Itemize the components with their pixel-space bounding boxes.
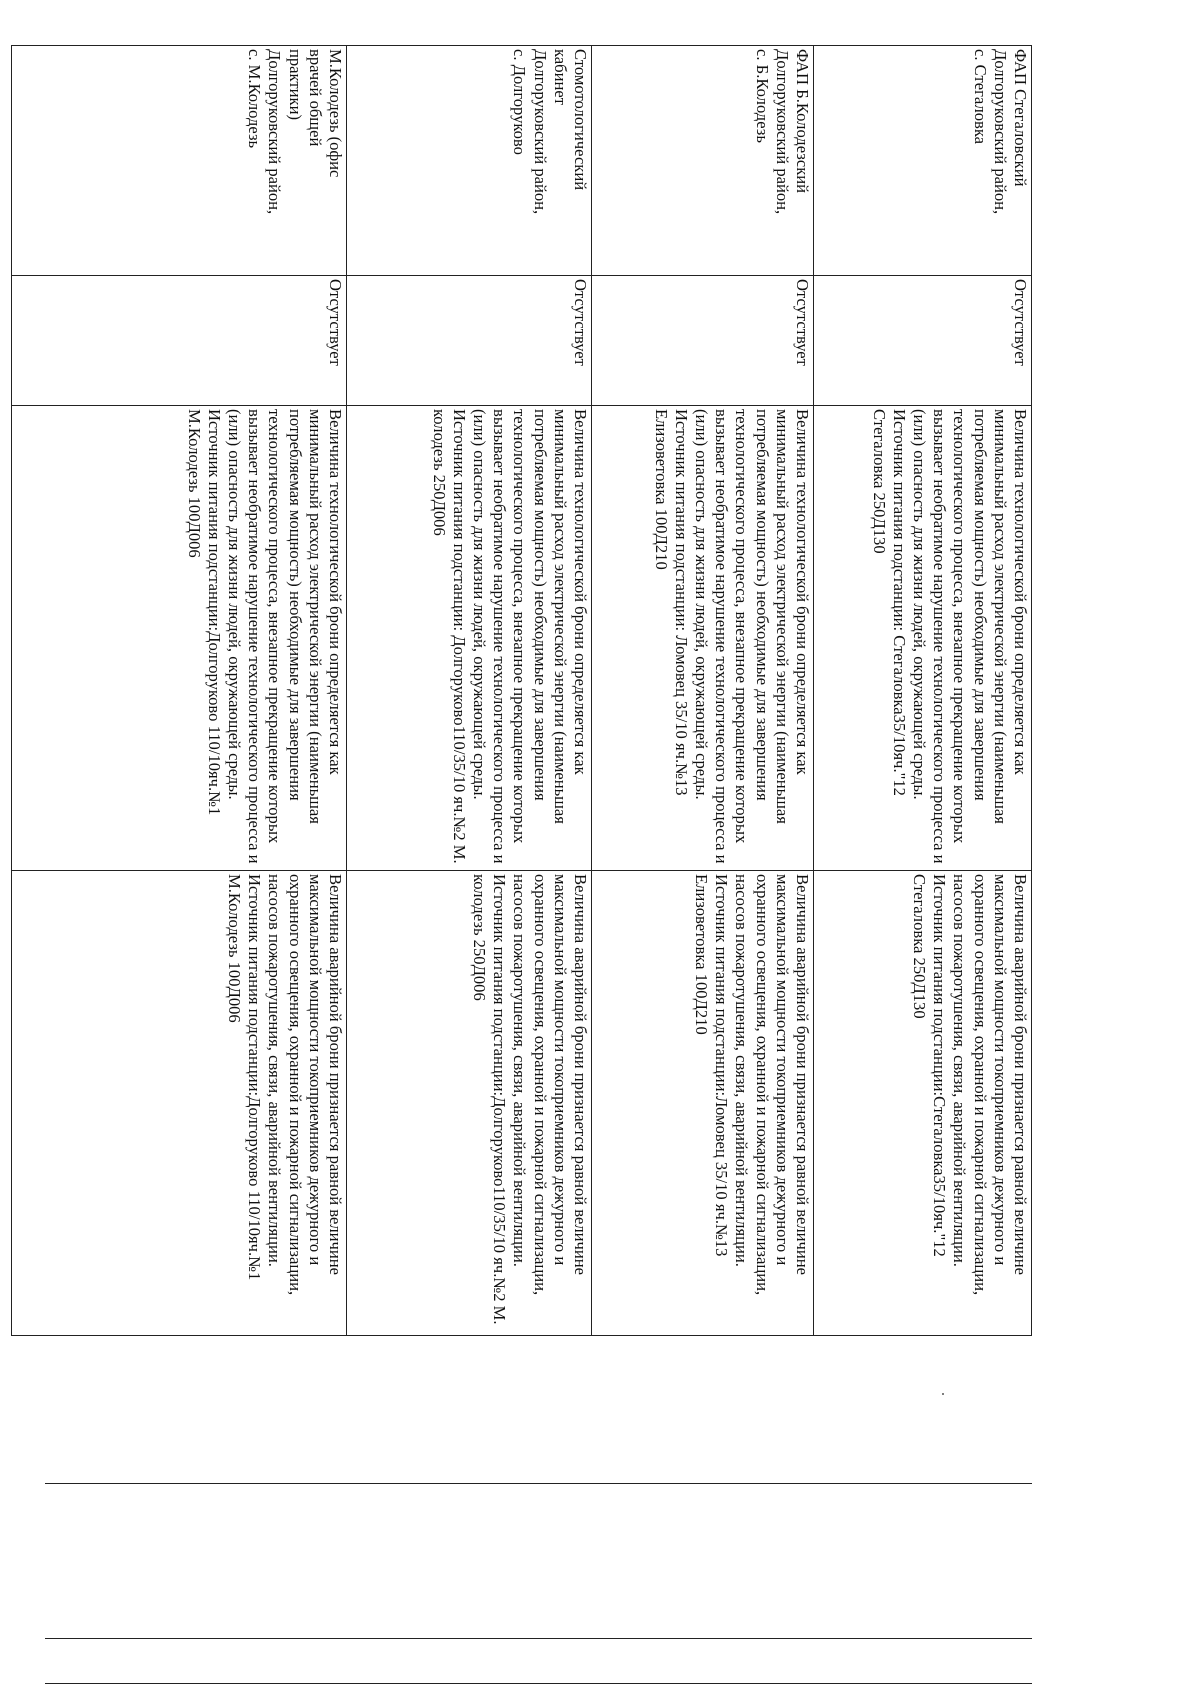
facility-name-cell: ФАП Стегаловский Долгоруковский район, с. Стегаловка: [814, 46, 1032, 276]
emergency-reserve-cell: Величина аварийной брони признается равной величине максимальной мощности токоприемников дежурного и охранного освещения, охранной и пожарной сигнализации, насосов пожаротушения, связи, аварийной вентиляции. Источник питания подстанции:Ломовец 35/10 яч.№13 Елизоветовка 100Д210: [592, 871, 814, 1336]
facility-name-cell: М.Колодезь (офис врачей общей практики) Долгоруковский район, с. М.Колодезь: [12, 46, 347, 276]
capacity-cell: Отсутствует: [347, 276, 592, 406]
table-rule-line: [45, 1638, 1032, 1639]
table-row: [347, 46, 592, 1336]
table-rule-line: [45, 1483, 1032, 1484]
facility-name-cell: Стомотологический кабинет Долгоруковский район, с. Долгоруково: [347, 46, 592, 276]
emergency-reserve-cell: Величина аварийной брони признается равной величине максимальной мощности токоприемников дежурного и охранного освещения, охранной и пожарной сигнализации, насосов пожаротушения, связи, аварийной вентиляции. Источник питания подстанции:Долгоруково 110/10яч.№1 М.Колодезь 100Д006: [12, 871, 347, 1336]
technological-reserve-cell: Величина технологической брони определяется как минимальный расход электрической энергии (наименьшая потребляемая мощность) необходимые для завершения технологического процесса, внезапное прекращение которых вызывает необратимое нарушение технологического процесса и (или) опасность для жизни людей, окружающей среды. Источник питания подстанции: Долгоруково110/35/10 яч.№2 М. колодезь 250Д006: [347, 406, 592, 871]
technological-reserve-cell: Величина технологической брони определяется как минимальный расход электрической энергии (наименьшая потребляемая мощность) необходимые для завершения технологического процесса, внезапное прекращение которых вызывает необратимое нарушение технологического процесса и (или) опасность для жизни людей, окружающей среды. Источник питания подстанции: Стегаловка35/10яч."12 Стегаловка 250Д130: [814, 406, 1032, 871]
capacity-cell: Отсутствует: [592, 276, 814, 406]
table-row: [592, 46, 814, 1336]
table-rule-line: [45, 1683, 1032, 1684]
table-row: [814, 46, 1032, 1336]
capacity-cell: Отсутствует: [12, 276, 347, 406]
capacity-cell: Отсутствует: [814, 276, 1032, 406]
emergency-reserve-cell: Величина аварийной брони признается равной величине максимальной мощности токоприемников дежурного и охранного освещения, охранной и пожарной сигнализации, насосов пожаротушения, связи, аварийной вентиляции. Источник питания подстанции:Стегаловка35/10яч."12 Стегаловка 250Д130: [814, 871, 1032, 1336]
facility-name-cell: ФАП Б.Колодезский Долгоруковский район, с. Б.Колодезь: [592, 46, 814, 276]
emergency-reserve-cell: Величина аварийной брони признается равной величине максимальной мощности токоприемников дежурного и охранного освещения, охранной и пожарной сигнализации, насосов пожаротушения, связи, аварийной вентиляции. Источник питания подстанции:Долгоруково110/35/10 яч.№2 М. колодезь 250Д006: [347, 871, 592, 1336]
scan-speck: [942, 1393, 944, 1395]
technological-reserve-cell: Величина технологической брони определяется как минимальный расход электрической энергии (наименьшая потребляемая мощность) необходимые для завершения технологического процесса, внезапное прекращение которых вызывает необратимое нарушение технологического процесса и (или) опасность для жизни людей, окружающей среды. Источник питания подстанции:Долгоруково 110/10яч.№1 М.Колодезь 100Д006: [12, 406, 347, 871]
table-row: [12, 46, 347, 1336]
rotated-page-content: [12, 45, 1032, 1335]
technological-reserve-cell: Величина технологической брони определяется как минимальный расход электрической энергии (наименьшая потребляемая мощность) необходимые для завершения технологического процесса, внезапное прекращение которых вызывает необратимое нарушение технологического процесса и (или) опасность для жизни людей, окружающей среды. Источник питания подстанции: Ломовец 35/10 яч.№13 Елизоветовка 100Д210: [592, 406, 814, 871]
power-reserve-table: [11, 45, 1032, 1336]
